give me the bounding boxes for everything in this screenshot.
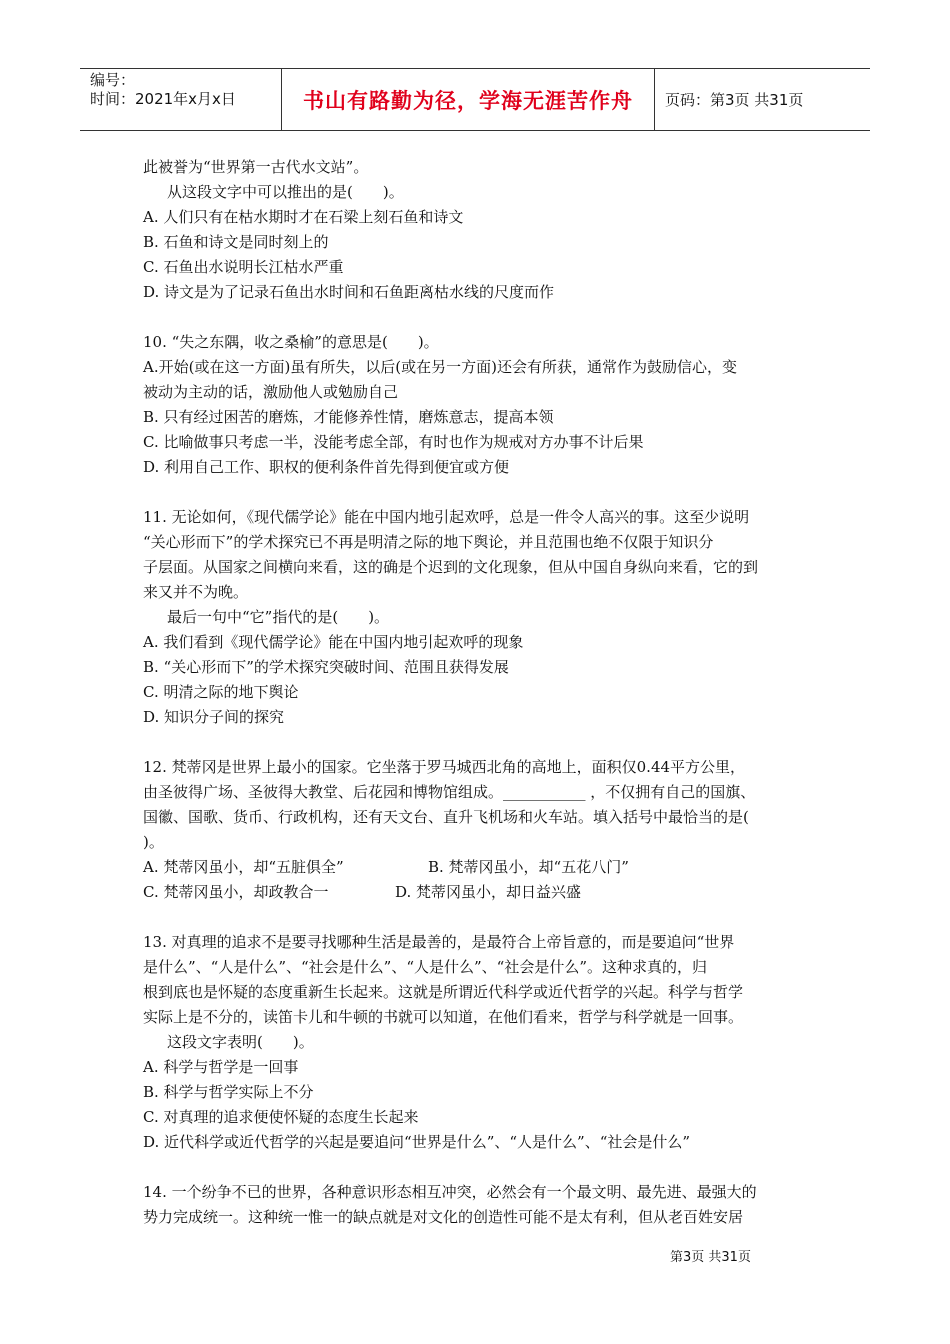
q12-passage-line: 由圣彼得广场、圣彼得大教堂、后花园和博物馆组成。___________ ，不仅拥有自己的国旗、	[143, 783, 756, 801]
q11-option-b: B. “关心形而下”的学术探究突破时间、范围且获得发展	[143, 658, 509, 676]
q13-option-a: A. 科学与哲学是一回事	[143, 1058, 299, 1076]
q14-passage-line: 14. 一个纷争不已的世界，各种意识形态相互冲突，必然会有一个最文明、最先进、最强大的	[143, 1183, 757, 1201]
q12-passage-line: 国徽、国歌、货币、行政机构，还有天文台、直升飞机场和火车站。填入括号中最恰当的是(	[143, 808, 749, 826]
q11-option-c: C. 明清之际的地下舆论	[143, 683, 299, 701]
document-body	[143, 155, 813, 1230]
q13-passage-line: 根到底也是怀疑的态度重新生长起来。这就是所谓近代科学或近代哲学的兴起。科学与哲学	[143, 983, 744, 1001]
q11-stem: 最后一句中“它”指代的是( )。	[167, 608, 390, 626]
q10-stem: 10. “失之东隅，收之桑榆”的意思是( )。	[143, 333, 439, 351]
q12-options-row	[143, 855, 813, 880]
q9-stem: 从这段文字中可以推出的是( )。	[167, 183, 404, 201]
header-motto: 书山有路勤为径，学海无涯苦作舟	[281, 69, 655, 130]
q9-option-d: D. 诗文是为了记录石鱼出水时间和石鱼距离枯水线的尺度而作	[143, 283, 555, 301]
q11-option-d: D. 知识分子间的探究	[143, 708, 285, 726]
header-meta	[80, 69, 281, 130]
q10-option-a-cont: 被动为主动的话，激励他人或勉励自己	[143, 383, 399, 401]
q11-passage-line: 来又并不为晚。	[143, 583, 249, 601]
q11-passage-line: 11. 无论如何，《现代儒学论》能在中国内地引起欢呼，总是一件令人高兴的事。这至少说明	[143, 508, 750, 526]
q13-option-d: D. 近代科学或近代哲学的兴起是要追问“世界是什么”、“人是什么”、“社会是什么”	[143, 1133, 691, 1151]
q13-passage-line: 实际上是不分的，读笛卡儿和牛顿的书就可以知道，在他们看来，哲学与科学就是一回事。	[143, 1008, 744, 1026]
q13-stem: 这段文字表明( )。	[167, 1033, 314, 1051]
q12-option-d: D. 梵蒂冈虽小，却日益兴盛	[395, 883, 582, 901]
q9-tail-text: 此被誉为“世界第一古代水文站”。	[143, 158, 369, 176]
q12-option-b: B. 梵蒂冈虽小，却“五花八门”	[428, 858, 629, 876]
q12-option-a: A. 梵蒂冈虽小，却“五脏俱全”	[143, 858, 344, 876]
q12-passage-line: 12. 梵蒂冈是世界上最小的国家。它坐落于罗马城西北角的高地上，面积仅0.44平方公里，	[143, 758, 746, 776]
q11-option-a: A. 我们看到《现代儒学论》能在中国内地引起欢呼的现象	[143, 633, 524, 651]
q13-passage-line: 13. 对真理的追求不是要寻找哪种生活是最善的，是最符合上帝旨意的，而是要追问“世界	[143, 933, 735, 951]
q11-passage-line: 子层面。从国家之间横向来看，这的确是个迟到的文化现象，但从中国自身纵向来看，它的到	[143, 558, 759, 576]
q13-option-b: B. 科学与哲学实际上不分	[143, 1083, 314, 1101]
page-header	[80, 68, 870, 131]
q9-option-c: C. 石鱼出水说明长江枯水严重	[143, 258, 344, 276]
q10-option-b: B. 只有经过困苦的磨炼，才能修养性情，磨炼意志，提高本领	[143, 408, 554, 426]
number-label: 编号：	[90, 71, 136, 89]
q12-option-c: C. 梵蒂冈虽小，却政教合一	[143, 883, 329, 901]
q10-option-a: A.开始(或在这一方面)虽有所失，以后(或在另一方面)还会有所获，通常作为鼓励信心，变	[143, 358, 738, 376]
q13-passage-line: 是什么”、“人是什么”、“社会是什么”、“人是什么”、“社会是什么”。这种求真的，归	[143, 958, 708, 976]
q9-option-b: B. 石鱼和诗文是同时刻上的	[143, 233, 329, 251]
q14-passage-line: 势力完成统一。这种统一惟一的缺点就是对文化的创造性可能不是太有利，但从老百姓安居	[143, 1208, 744, 1226]
q10-option-c: C. 比喻做事只考虑一半，没能考虑全部，有时也作为规戒对方办事不计后果	[143, 433, 644, 451]
q12-options-row	[143, 880, 813, 905]
q12-passage-line: )。	[143, 833, 164, 851]
q11-passage-line: “关心形而下”的学术探究已不再是明清之际的地下舆论，并且范围也绝不仅限于知识分	[143, 533, 714, 551]
time-label: 时间：2021年x月x日	[90, 90, 236, 108]
header-page-label: 页码：第3页 共31页	[665, 91, 804, 109]
q10-option-d: D. 利用自己工作、职权的便利条件首先得到便宜或方便	[143, 458, 510, 476]
q9-option-a: A. 人们只有在枯水期时才在石梁上刻石鱼和诗文	[143, 208, 464, 226]
q13-option-c: C. 对真理的追求便使怀疑的态度生长起来	[143, 1108, 419, 1126]
page-footer: 第3页 共31页	[670, 1250, 751, 1265]
